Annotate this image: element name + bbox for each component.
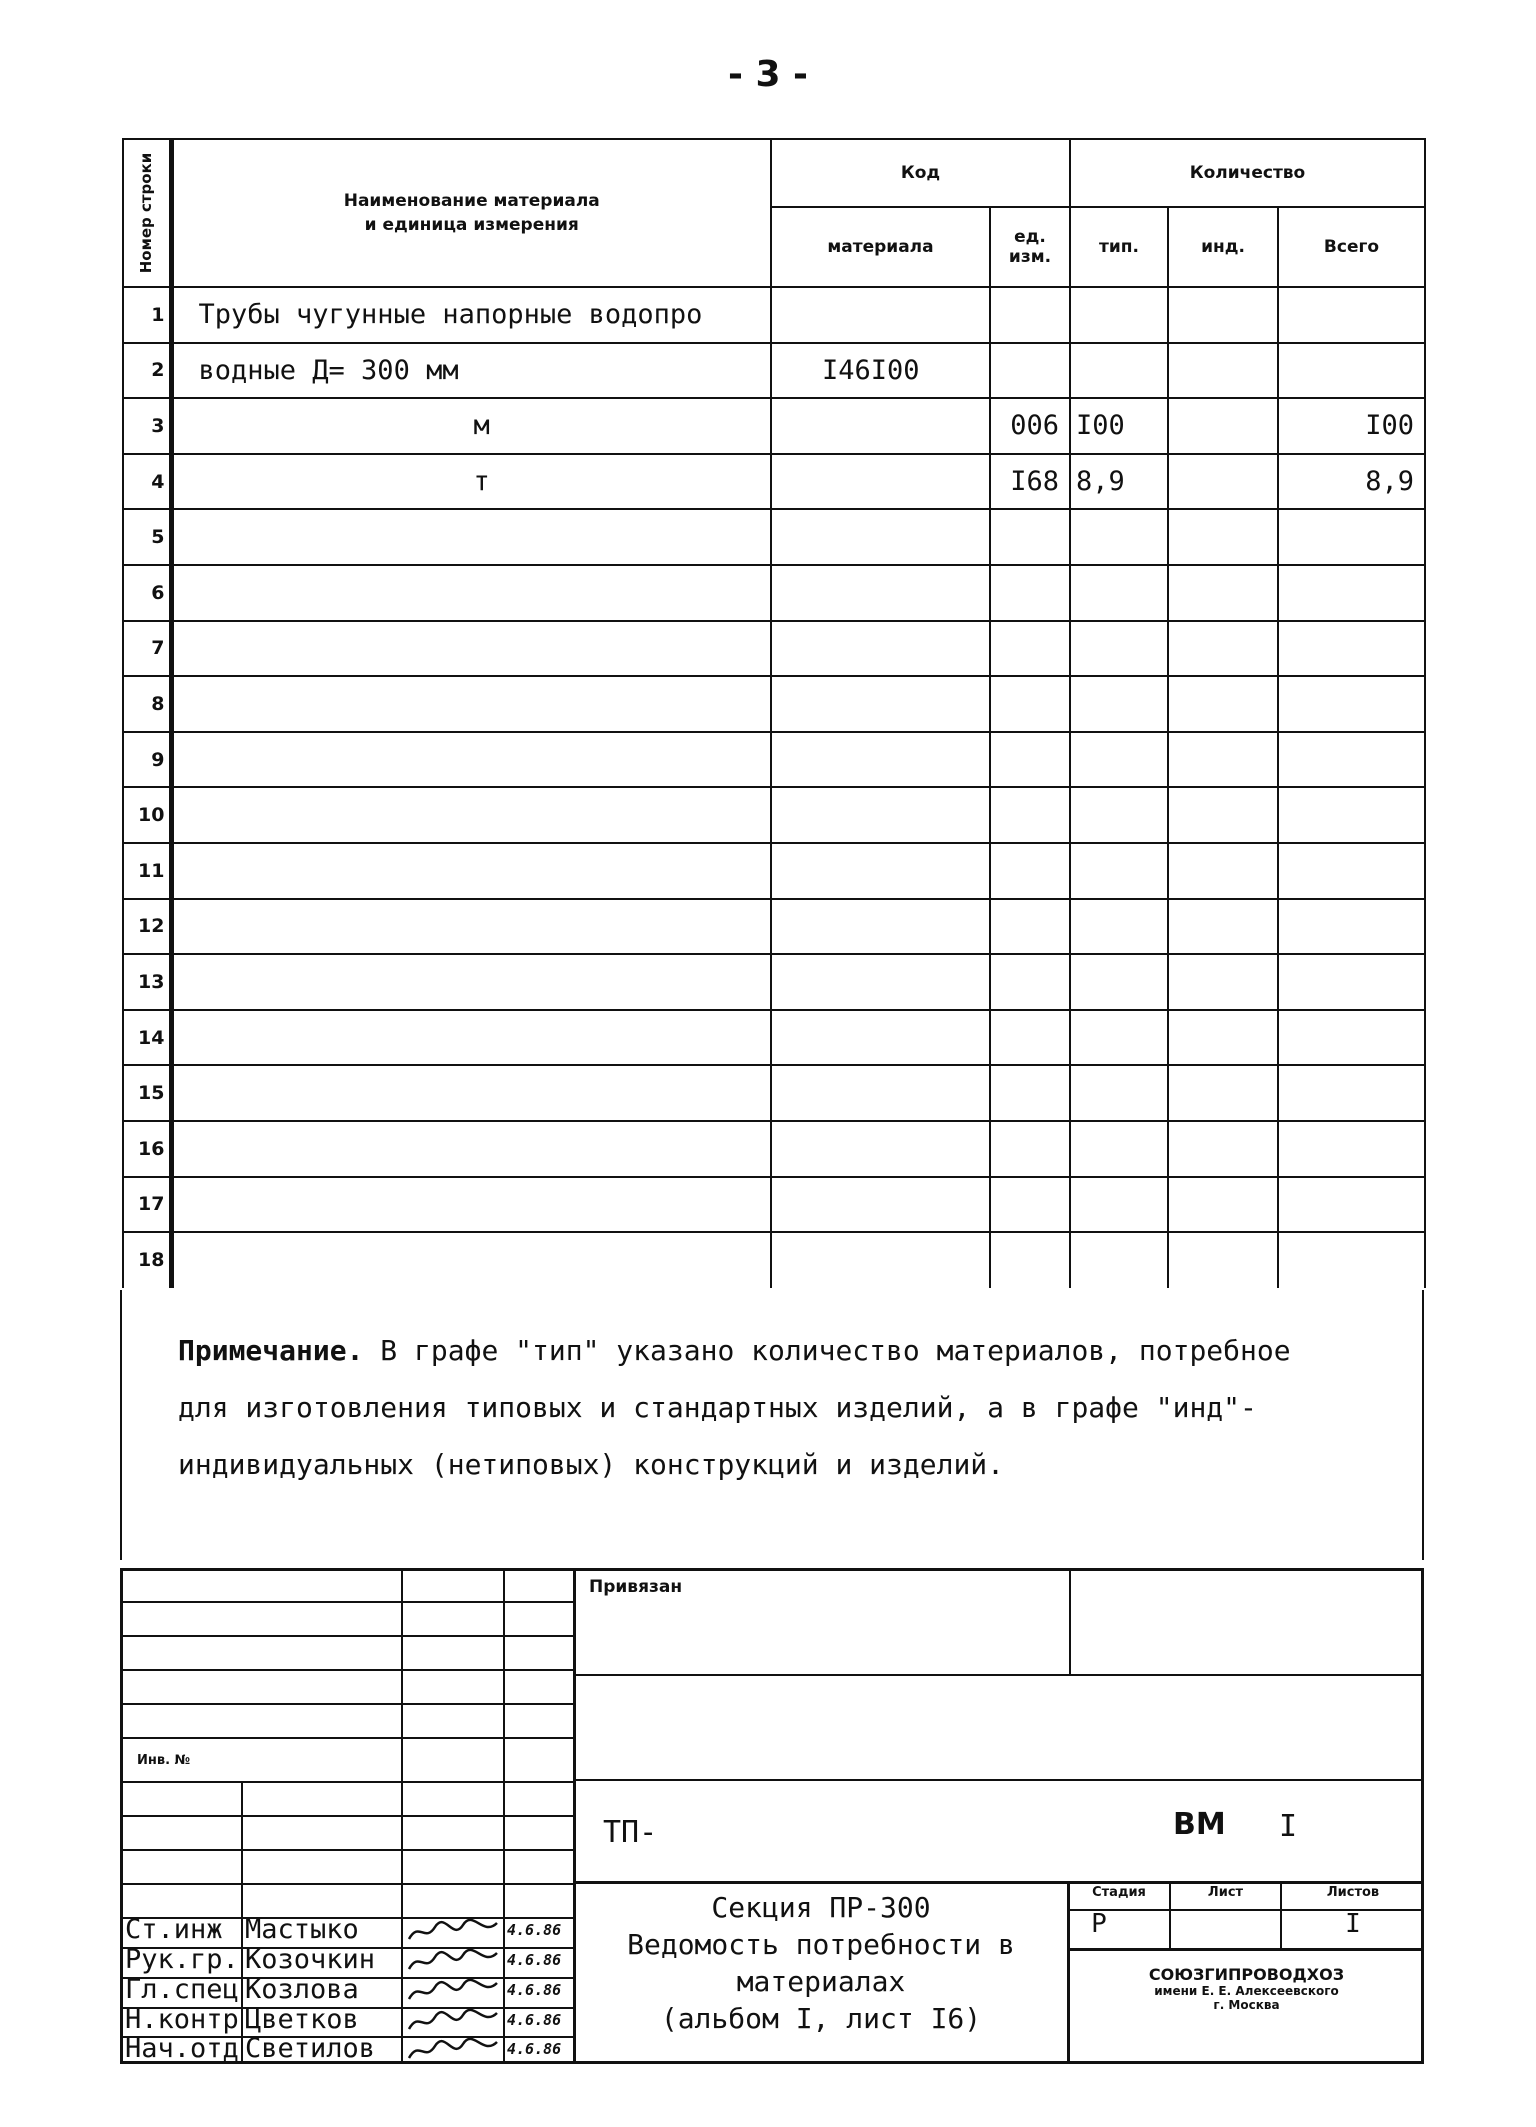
row-name: м bbox=[171, 398, 771, 454]
row-material-code bbox=[771, 1010, 990, 1066]
row-unit-code bbox=[990, 1121, 1070, 1177]
signature-scribble bbox=[405, 1947, 501, 1977]
table-row bbox=[123, 954, 1425, 1010]
org-line-3: г. Москва bbox=[1213, 1998, 1280, 2012]
staff-date: 4.6.86 bbox=[507, 1951, 562, 1969]
row-material-code bbox=[771, 287, 990, 343]
doc-title-line-4: (альбом I, лист I6) bbox=[660, 2002, 982, 2035]
row-number: 5 bbox=[123, 509, 171, 565]
row-material-code: I46I00 bbox=[771, 343, 990, 399]
row-unit-code bbox=[990, 732, 1070, 788]
row-qty-type bbox=[1070, 899, 1168, 955]
row-qty-total bbox=[1278, 954, 1425, 1010]
staff-role: Рук.гр. bbox=[125, 1944, 239, 1975]
row-qty-type bbox=[1070, 1065, 1168, 1121]
row-qty-ind bbox=[1168, 1121, 1278, 1177]
row-number: 11 bbox=[123, 843, 171, 899]
org-line-2: имени Е. Е. Алексеевского bbox=[1154, 1984, 1339, 1998]
header-qty-type: тип. bbox=[1070, 207, 1168, 287]
row-number: 1 bbox=[123, 287, 171, 343]
row-qty-total bbox=[1278, 899, 1425, 955]
row-unit-code bbox=[990, 565, 1070, 621]
staff-role: Ст.инж bbox=[125, 1914, 223, 1945]
row-number: 12 bbox=[123, 899, 171, 955]
row-name bbox=[171, 676, 771, 732]
row-material-code bbox=[771, 454, 990, 510]
row-number: 18 bbox=[123, 1232, 171, 1288]
row-name bbox=[171, 732, 771, 788]
row-number: 13 bbox=[123, 954, 171, 1010]
row-number: 2 bbox=[123, 343, 171, 399]
row-unit-code: I68 bbox=[990, 454, 1070, 510]
row-qty-total bbox=[1278, 1232, 1425, 1288]
row-number: 15 bbox=[123, 1065, 171, 1121]
row-unit-code bbox=[990, 287, 1070, 343]
row-qty-total bbox=[1278, 1010, 1425, 1066]
row-qty-total bbox=[1278, 676, 1425, 732]
staff-role: Гл.спец bbox=[125, 1974, 239, 2005]
staff-role: Нач.отд bbox=[125, 2033, 239, 2064]
table-row bbox=[123, 287, 1425, 343]
staff-name: Козочкин bbox=[245, 1944, 376, 1975]
row-qty-type bbox=[1070, 676, 1168, 732]
header-quantity: Количество bbox=[1070, 139, 1425, 207]
row-material-code bbox=[771, 565, 990, 621]
row-name bbox=[171, 509, 771, 565]
staff-date: 4.6.86 bbox=[507, 2011, 562, 2029]
row-material-code bbox=[771, 509, 990, 565]
row-qty-type bbox=[1070, 565, 1168, 621]
row-qty-ind bbox=[1168, 398, 1278, 454]
row-qty-type bbox=[1070, 1010, 1168, 1066]
row-qty-type bbox=[1070, 621, 1168, 677]
row-name bbox=[171, 1065, 771, 1121]
row-qty-total bbox=[1278, 343, 1425, 399]
row-qty-total bbox=[1278, 843, 1425, 899]
row-material-code bbox=[771, 732, 990, 788]
signature-scribble bbox=[405, 2036, 501, 2066]
staff-name: Светилов bbox=[245, 2033, 376, 2064]
row-qty-total bbox=[1278, 732, 1425, 788]
row-number: 9 bbox=[123, 732, 171, 788]
row-qty-ind bbox=[1168, 287, 1278, 343]
header-row-number: Номер строки bbox=[123, 139, 171, 287]
note-frame-left bbox=[120, 1290, 122, 1560]
row-qty-type bbox=[1070, 787, 1168, 843]
row-qty-total bbox=[1278, 509, 1425, 565]
row-material-code bbox=[771, 1065, 990, 1121]
row-qty-total bbox=[1278, 287, 1425, 343]
row-unit-code bbox=[990, 1177, 1070, 1233]
doc-title-line-1: Секция ПР-300 bbox=[711, 1891, 931, 1924]
stage-label: Стадия bbox=[1092, 1885, 1146, 1900]
header-code-material: материала bbox=[771, 207, 990, 287]
org-block bbox=[1069, 1965, 1424, 2012]
row-material-code bbox=[771, 899, 990, 955]
row-qty-type: I00 bbox=[1070, 398, 1168, 454]
row-unit-code bbox=[990, 899, 1070, 955]
row-qty-ind bbox=[1168, 1065, 1278, 1121]
row-qty-total bbox=[1278, 1121, 1425, 1177]
row-qty-ind bbox=[1168, 1232, 1278, 1288]
row-qty-total bbox=[1278, 1065, 1425, 1121]
staff-date: 4.6.86 bbox=[507, 1921, 562, 1939]
row-unit-code bbox=[990, 1232, 1070, 1288]
row-number: 6 bbox=[123, 565, 171, 621]
row-material-code bbox=[771, 621, 990, 677]
row-name bbox=[171, 843, 771, 899]
row-qty-type: 8,9 bbox=[1070, 454, 1168, 510]
header-name: Наименование материала и единица измерения bbox=[171, 139, 771, 287]
note bbox=[178, 1322, 1418, 1493]
staff-role: Н.контр bbox=[125, 2004, 239, 2035]
row-name: т bbox=[171, 454, 771, 510]
sheet-label: Лист bbox=[1207, 1885, 1244, 1900]
row-material-code bbox=[771, 398, 990, 454]
row-name bbox=[171, 1177, 771, 1233]
row-qty-type bbox=[1070, 843, 1168, 899]
title-block bbox=[120, 1568, 1424, 2064]
table-row bbox=[123, 676, 1425, 732]
row-material-code bbox=[771, 1121, 990, 1177]
row-number: 4 bbox=[123, 454, 171, 510]
row-qty-type bbox=[1070, 732, 1168, 788]
row-qty-ind bbox=[1168, 676, 1278, 732]
row-qty-type bbox=[1070, 954, 1168, 1010]
note-text-2: для изготовления типовых и стандартных изделий, а в графе "инд"- bbox=[178, 1391, 1257, 1424]
doc-title-line-2: Ведомость потребности в bbox=[627, 1928, 1015, 1961]
table-row bbox=[123, 398, 1425, 454]
staff-date: 4.6.86 bbox=[507, 2040, 562, 2058]
row-name bbox=[171, 1010, 771, 1066]
row-qty-total: 8,9 bbox=[1278, 454, 1425, 510]
row-name bbox=[171, 787, 771, 843]
inv-label: Инв. № bbox=[137, 1753, 191, 1768]
table-row bbox=[123, 454, 1425, 510]
vm-label: ВМ bbox=[1173, 1807, 1226, 1842]
header-qty-ind: инд. bbox=[1168, 207, 1278, 287]
row-unit-code bbox=[990, 954, 1070, 1010]
row-qty-total bbox=[1278, 565, 1425, 621]
row-material-code bbox=[771, 676, 990, 732]
table-row bbox=[123, 732, 1425, 788]
privyazan-label: Привязан bbox=[589, 1577, 683, 1597]
stage-value: Р bbox=[1091, 1909, 1107, 1939]
table-row bbox=[123, 843, 1425, 899]
materials-table bbox=[122, 138, 1426, 1288]
row-material-code bbox=[771, 843, 990, 899]
row-name bbox=[171, 1232, 771, 1288]
row-qty-ind bbox=[1168, 343, 1278, 399]
table-row bbox=[123, 509, 1425, 565]
row-qty-total bbox=[1278, 1177, 1425, 1233]
note-label: Примечание. bbox=[178, 1334, 364, 1367]
note-text-1: В графе "тип" указано количество материалов, потребное bbox=[363, 1334, 1291, 1367]
row-name bbox=[171, 954, 771, 1010]
table-row bbox=[123, 1177, 1425, 1233]
row-qty-ind bbox=[1168, 1177, 1278, 1233]
header-qty-total: Всего bbox=[1278, 207, 1425, 287]
doc-title bbox=[575, 1889, 1067, 2037]
row-qty-ind bbox=[1168, 454, 1278, 510]
row-material-code bbox=[771, 1232, 990, 1288]
row-qty-ind bbox=[1168, 565, 1278, 621]
header-code: Код bbox=[771, 139, 1070, 207]
row-name: водные Д= 300 мм bbox=[171, 343, 771, 399]
vm-number: I bbox=[1279, 1809, 1298, 1844]
staff-name: Цветков bbox=[245, 2004, 359, 2035]
staff-name: Козлова bbox=[245, 1974, 359, 2005]
table-row bbox=[123, 565, 1425, 621]
row-material-code bbox=[771, 787, 990, 843]
table-row bbox=[123, 787, 1425, 843]
staff-name: Мастыко bbox=[245, 1914, 359, 1945]
page-number: - 3 - bbox=[728, 54, 808, 95]
row-qty-type bbox=[1070, 343, 1168, 399]
row-name: Трубы чугунные напорные водопро bbox=[171, 287, 771, 343]
sheets-value: I bbox=[1345, 1909, 1361, 1939]
row-unit-code bbox=[990, 1065, 1070, 1121]
table-row bbox=[123, 1232, 1425, 1288]
row-unit-code bbox=[990, 1010, 1070, 1066]
row-material-code bbox=[771, 1177, 990, 1233]
row-material-code bbox=[771, 954, 990, 1010]
doc-title-line-3: материалах bbox=[736, 1965, 906, 1998]
row-number: 7 bbox=[123, 621, 171, 677]
table-row bbox=[123, 899, 1425, 955]
table-row bbox=[123, 1010, 1425, 1066]
row-number: 10 bbox=[123, 787, 171, 843]
row-qty-type bbox=[1070, 1177, 1168, 1233]
table-row bbox=[123, 1065, 1425, 1121]
header-code-unit: ед. изм. bbox=[990, 207, 1070, 287]
org-line-1: СОЮЗГИПРОВОДХОЗ bbox=[1148, 1965, 1345, 1984]
row-qty-total: I00 bbox=[1278, 398, 1425, 454]
row-unit-code bbox=[990, 509, 1070, 565]
row-unit-code bbox=[990, 787, 1070, 843]
row-number: 17 bbox=[123, 1177, 171, 1233]
row-number: 16 bbox=[123, 1121, 171, 1177]
tp-label: ТП- bbox=[603, 1815, 658, 1850]
row-number: 8 bbox=[123, 676, 171, 732]
staff-date: 4.6.86 bbox=[507, 1981, 562, 1999]
signature-scribble bbox=[405, 1977, 501, 2007]
row-unit-code: 006 bbox=[990, 398, 1070, 454]
row-unit-code bbox=[990, 343, 1070, 399]
row-number: 3 bbox=[123, 398, 171, 454]
row-qty-ind bbox=[1168, 843, 1278, 899]
row-name bbox=[171, 621, 771, 677]
row-number: 14 bbox=[123, 1010, 171, 1066]
row-qty-ind bbox=[1168, 1010, 1278, 1066]
signature-scribble bbox=[405, 1917, 501, 1947]
note-text-3: индивидуальных (нетиповых) конструкций и изделий. bbox=[178, 1448, 1005, 1481]
row-qty-type bbox=[1070, 1232, 1168, 1288]
row-unit-code bbox=[990, 621, 1070, 677]
row-unit-code bbox=[990, 843, 1070, 899]
row-qty-ind bbox=[1168, 787, 1278, 843]
sheets-label: Листов bbox=[1326, 1885, 1380, 1900]
table-row bbox=[123, 1121, 1425, 1177]
row-qty-ind bbox=[1168, 899, 1278, 955]
row-qty-total bbox=[1278, 787, 1425, 843]
row-qty-ind bbox=[1168, 732, 1278, 788]
row-name bbox=[171, 1121, 771, 1177]
row-qty-type bbox=[1070, 1121, 1168, 1177]
row-qty-type bbox=[1070, 509, 1168, 565]
table-row bbox=[123, 621, 1425, 677]
row-unit-code bbox=[990, 676, 1070, 732]
row-qty-ind bbox=[1168, 509, 1278, 565]
row-qty-ind bbox=[1168, 954, 1278, 1010]
table-row bbox=[123, 343, 1425, 399]
row-qty-type bbox=[1070, 287, 1168, 343]
row-qty-ind bbox=[1168, 621, 1278, 677]
row-name bbox=[171, 899, 771, 955]
signature-scribble bbox=[405, 2007, 501, 2037]
row-name bbox=[171, 565, 771, 621]
note-frame-right bbox=[1422, 1290, 1424, 1560]
row-qty-total bbox=[1278, 621, 1425, 677]
